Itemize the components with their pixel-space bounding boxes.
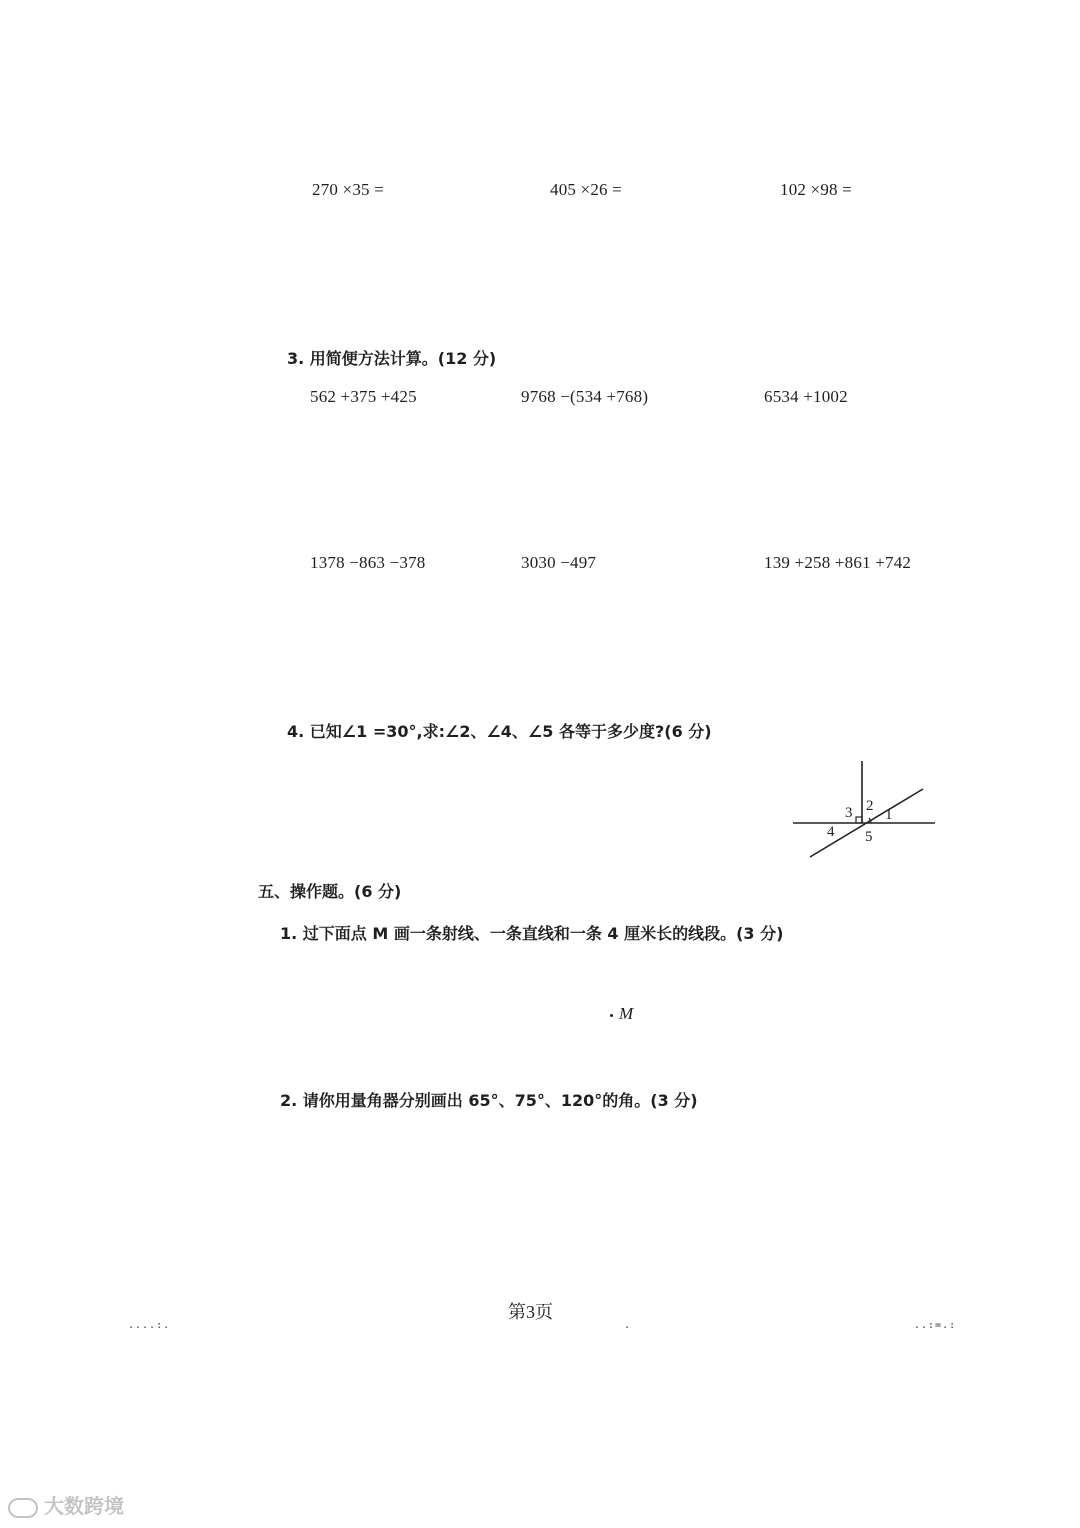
scan-mark-right: ..:=.: bbox=[914, 1320, 957, 1331]
q3-expr-2: 9768 −(534 +768) bbox=[521, 387, 649, 406]
point-m-dot bbox=[610, 1014, 613, 1017]
point-m-label: M bbox=[619, 1004, 634, 1023]
point-m bbox=[610, 1004, 633, 1024]
expr-405x26: 405 ×26 = bbox=[550, 180, 622, 199]
expr-270x35: 270 ×35 = bbox=[312, 180, 384, 199]
watermark-text: 大数跨境 bbox=[44, 1494, 124, 1518]
right-angle-marker bbox=[856, 817, 862, 823]
page-number: 第3页 bbox=[508, 1302, 553, 1322]
q3-expr-5: 3030 −497 bbox=[521, 553, 597, 572]
scan-mark-center: . bbox=[624, 1320, 632, 1331]
watermark-logo-icon bbox=[8, 1498, 38, 1518]
q4-title: 4. 已知∠1 =30°,求:∠2、∠4、∠5 各等于多少度?(6 分) bbox=[287, 722, 712, 741]
angle-label-1: 1 bbox=[885, 807, 893, 823]
q3-expr-3: 6534 +1002 bbox=[764, 387, 848, 406]
angle-label-2: 2 bbox=[866, 798, 874, 814]
q3-expr-4: 1378 −863 −378 bbox=[310, 553, 426, 572]
q3-expr-6: 139 +258 +861 +742 bbox=[764, 553, 912, 572]
angle-label-4: 4 bbox=[827, 824, 835, 840]
expr-102x98: 102 ×98 = bbox=[780, 180, 852, 199]
watermark bbox=[8, 1490, 124, 1519]
angle-label-5: 5 bbox=[865, 829, 873, 845]
section5-q1: 1. 过下面点 M 画一条射线、一条直线和一条 4 厘米长的线段。(3 分) bbox=[280, 924, 784, 943]
q3-expr-1: 562 +375 +425 bbox=[310, 387, 417, 406]
q3-title: 3. 用简便方法计算。(12 分) bbox=[287, 349, 497, 368]
angle-label-3: 3 bbox=[845, 805, 853, 821]
section5-title: 五、操作题。(6 分) bbox=[258, 882, 402, 901]
scan-mark-left: ....:. bbox=[128, 1320, 171, 1331]
angle-diagram bbox=[785, 757, 940, 862]
section5-q2: 2. 请你用量角器分别画出 65°、75°、120°的角。(3 分) bbox=[280, 1091, 698, 1110]
